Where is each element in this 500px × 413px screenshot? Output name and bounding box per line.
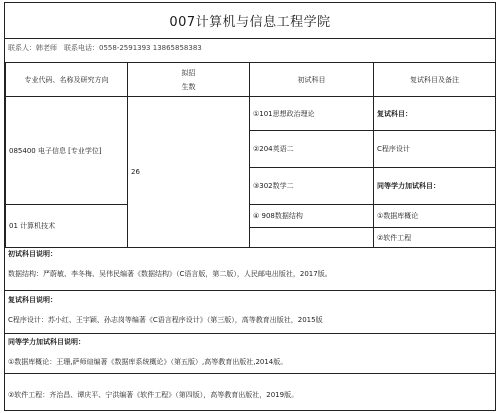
- admission-sheet: [4, 2, 496, 411]
- initial-subject: ③302数学二: [250, 168, 374, 205]
- table-header-row: [6, 63, 496, 97]
- initial-notes-text: 数据结构：严蔚敏、李冬梅、吴伟民编著《数据结构》（C语言版，第二版），人民邮电出版社，2017版。: [8, 270, 332, 278]
- page-title: 007计算机与信息工程学院: [5, 3, 495, 39]
- initial-subject: ①101思想政治理论: [250, 97, 374, 131]
- count-cell: 26: [128, 97, 250, 248]
- header-count-line1: 拟招: [181, 68, 196, 77]
- retest-notes-label: 复试科目说明：: [8, 296, 57, 304]
- equiv-notes-text-1: ①数据库概论：王珊,萨师煊编著《数据库系统概论》（第五版）,高等教育出版社,2014版。: [8, 358, 288, 366]
- equiv-notes-label: 同等学力加试科目说明：: [8, 338, 85, 346]
- table-row: [6, 205, 496, 228]
- contact-info: 联系人：韩老师 联系电话：0558-2591393 13865858383: [8, 44, 202, 52]
- initial-subject: ④ 908数据结构: [250, 205, 374, 228]
- divider: [5, 333, 495, 334]
- divider: [5, 373, 495, 374]
- header-initial: 初试科目: [250, 63, 374, 97]
- header-count-line2: 生数: [181, 82, 196, 91]
- initial-notes-label: 初试科目说明：: [8, 250, 57, 258]
- divider: [5, 290, 495, 291]
- retest-notes-text: C程序设计：苏小红、王宇颖、孙志岗等编著《C语言程序设计》（第三版），高等教育出版社，2015版: [8, 316, 323, 324]
- retest-subject: C程序设计: [374, 131, 496, 168]
- major-cell: 085400 电子信息 [专业学位]: [6, 97, 128, 205]
- equiv-notes-text-2: ②软件工程：齐治昌、谭庆平、宁洪编著《软件工程》（第四版），高等教育出版社，2019版。: [8, 391, 299, 399]
- equiv-title: 同等学力加试科目：: [374, 168, 496, 205]
- retest-title: 复试科目：: [374, 97, 496, 131]
- header-retest: 复试科目及备注: [374, 63, 496, 97]
- program-table: [5, 62, 496, 248]
- equiv-subject: ①数据库概论: [374, 205, 496, 228]
- equiv-subject: ②软件工程: [374, 228, 496, 248]
- initial-subject-empty: [250, 228, 374, 248]
- header-count: [128, 63, 250, 97]
- table-row: [6, 97, 496, 131]
- header-major: 专业代码、名称及研究方向: [6, 63, 128, 97]
- direction-cell: 01 计算机技术: [6, 205, 128, 248]
- initial-subject: ②204英语二: [250, 131, 374, 168]
